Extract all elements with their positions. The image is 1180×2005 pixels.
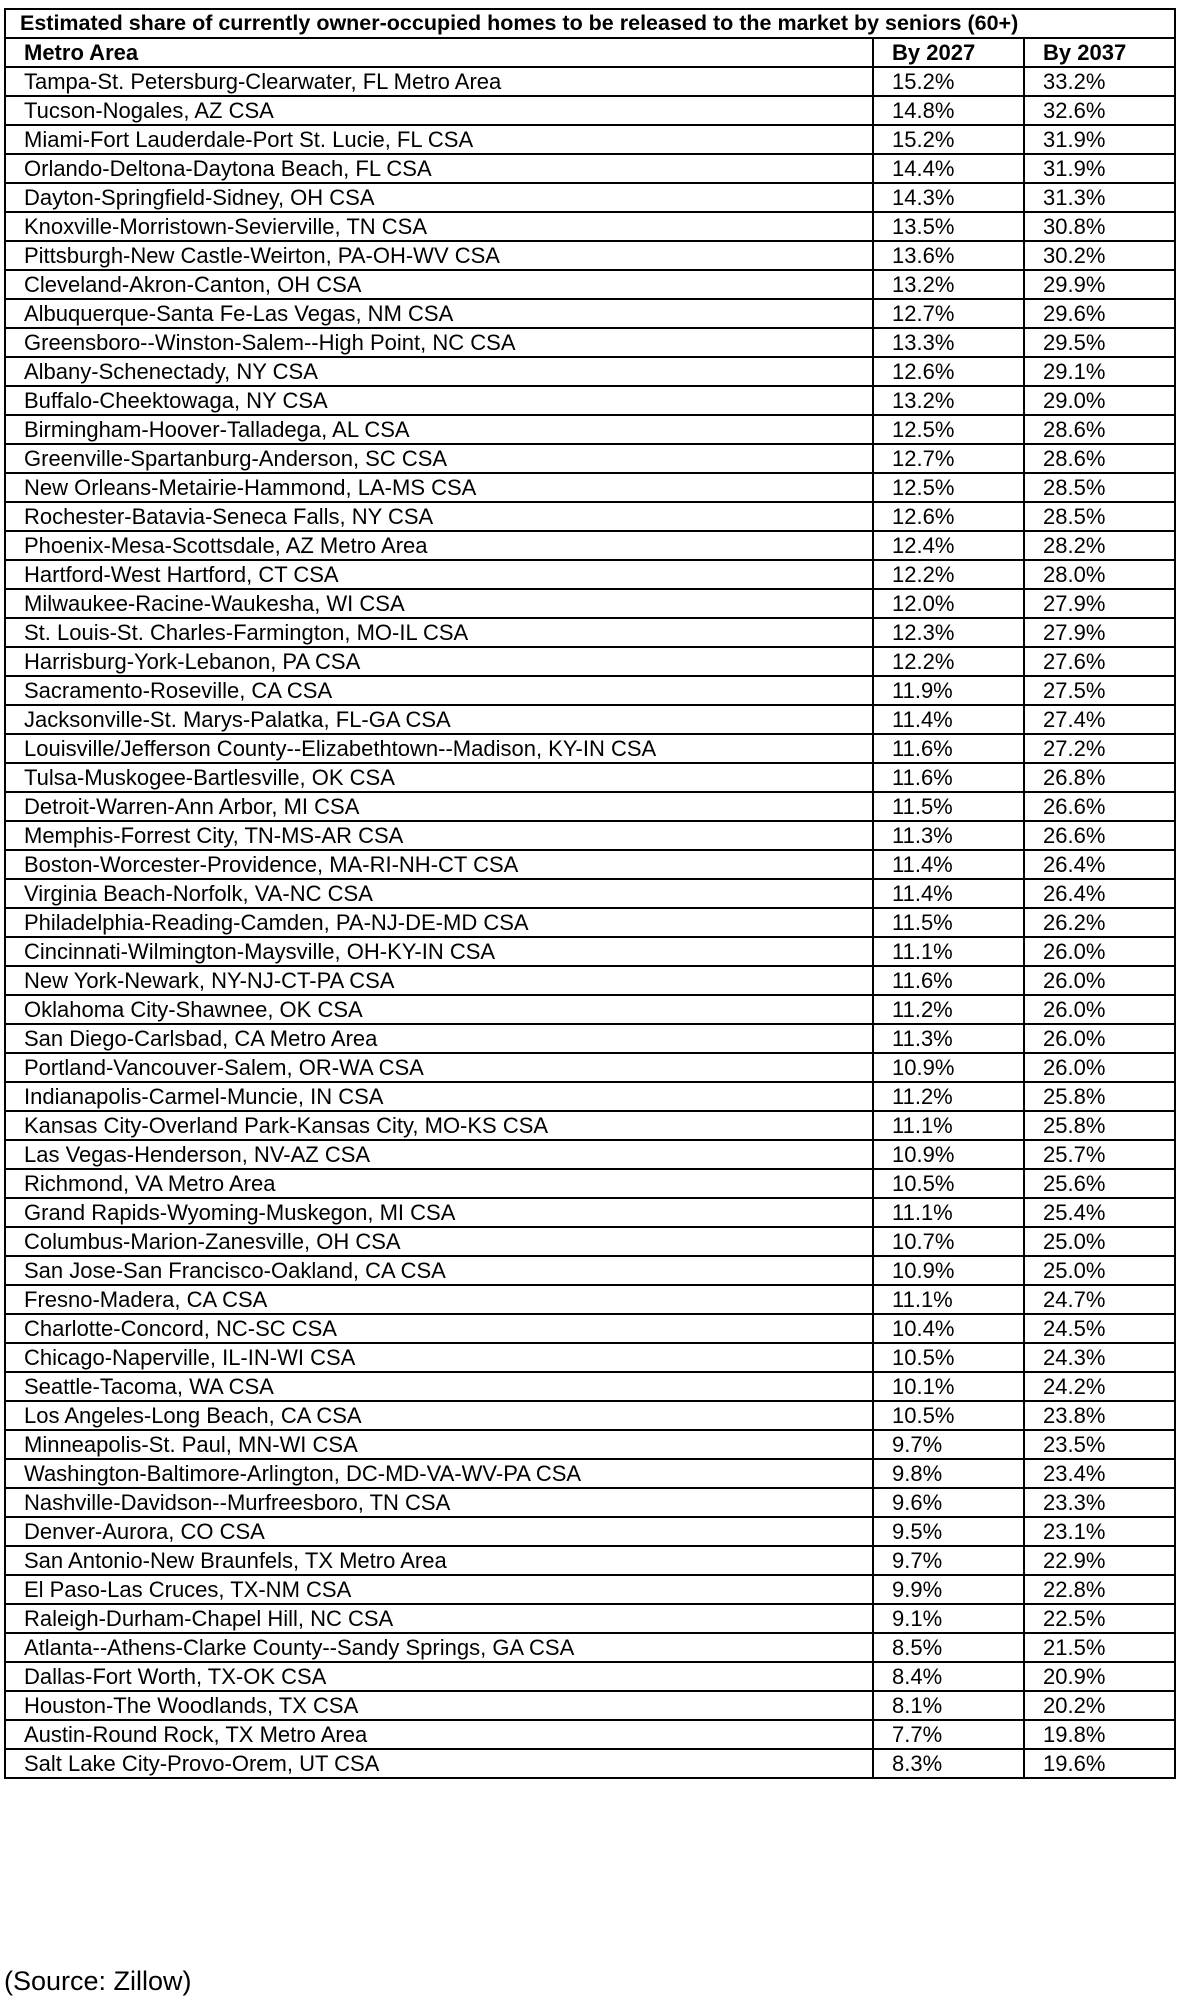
table-row <box>5 821 1175 850</box>
table-row <box>5 1285 1175 1314</box>
cell-metro-area: New York-Newark, NY-NJ-CT-PA CSA <box>5 966 873 995</box>
cell-by-2027: 11.5% <box>873 908 1024 937</box>
source-note: (Source: Zillow) <box>4 1966 192 1996</box>
cell-metro-area: Boston-Worcester-Providence, MA-RI-NH-CT CSA <box>5 850 873 879</box>
cell-by-2037: 32.6% <box>1024 96 1175 125</box>
table-header-row <box>5 38 1175 67</box>
cell-by-2037: 27.5% <box>1024 676 1175 705</box>
table-row <box>5 1488 1175 1517</box>
cell-metro-area: Salt Lake City-Provo-Orem, UT CSA <box>5 1749 873 1778</box>
cell-by-2027: 11.1% <box>873 1111 1024 1140</box>
cell-metro-area: Cleveland-Akron-Canton, OH CSA <box>5 270 873 299</box>
cell-by-2027: 14.3% <box>873 183 1024 212</box>
cell-by-2027: 13.2% <box>873 270 1024 299</box>
table-row <box>5 560 1175 589</box>
cell-by-2027: 9.8% <box>873 1459 1024 1488</box>
cell-metro-area: Orlando-Deltona-Daytona Beach, FL CSA <box>5 154 873 183</box>
cell-by-2037: 26.6% <box>1024 792 1175 821</box>
cell-by-2027: 15.2% <box>873 125 1024 154</box>
table-row <box>5 386 1175 415</box>
cell-metro-area: Hartford-West Hartford, CT CSA <box>5 560 873 589</box>
cell-by-2027: 10.9% <box>873 1053 1024 1082</box>
cell-by-2027: 11.9% <box>873 676 1024 705</box>
cell-by-2037: 26.0% <box>1024 1024 1175 1053</box>
table-row <box>5 125 1175 154</box>
table-row <box>5 212 1175 241</box>
table-row <box>5 1111 1175 1140</box>
cell-by-2037: 25.4% <box>1024 1198 1175 1227</box>
cell-by-2037: 29.1% <box>1024 357 1175 386</box>
cell-by-2037: 29.5% <box>1024 328 1175 357</box>
cell-metro-area: Pittsburgh-New Castle-Weirton, PA-OH-WV CSA <box>5 241 873 270</box>
cell-metro-area: Detroit-Warren-Ann Arbor, MI CSA <box>5 792 873 821</box>
cell-by-2037: 29.6% <box>1024 299 1175 328</box>
cell-metro-area: Tucson-Nogales, AZ CSA <box>5 96 873 125</box>
cell-by-2037: 26.0% <box>1024 995 1175 1024</box>
cell-by-2037: 33.2% <box>1024 67 1175 96</box>
cell-metro-area: Los Angeles-Long Beach, CA CSA <box>5 1401 873 1430</box>
header-metro-area: Metro Area <box>5 38 873 67</box>
table-row <box>5 618 1175 647</box>
table-row <box>5 995 1175 1024</box>
cell-by-2027: 11.2% <box>873 995 1024 1024</box>
cell-metro-area: Chicago-Naperville, IL-IN-WI CSA <box>5 1343 873 1372</box>
cell-metro-area: New Orleans-Metairie-Hammond, LA-MS CSA <box>5 473 873 502</box>
table-row <box>5 270 1175 299</box>
cell-by-2037: 26.0% <box>1024 966 1175 995</box>
cell-by-2027: 11.6% <box>873 763 1024 792</box>
cell-metro-area: Fresno-Madera, CA CSA <box>5 1285 873 1314</box>
table-row <box>5 1227 1175 1256</box>
table-row <box>5 1372 1175 1401</box>
cell-by-2027: 11.1% <box>873 1285 1024 1314</box>
cell-by-2037: 27.2% <box>1024 734 1175 763</box>
cell-by-2037: 25.7% <box>1024 1140 1175 1169</box>
table-row <box>5 1633 1175 1662</box>
table-row <box>5 328 1175 357</box>
cell-by-2037: 26.8% <box>1024 763 1175 792</box>
cell-by-2037: 20.9% <box>1024 1662 1175 1691</box>
cell-by-2027: 8.5% <box>873 1633 1024 1662</box>
cell-metro-area: Greenville-Spartanburg-Anderson, SC CSA <box>5 444 873 473</box>
cell-by-2027: 10.1% <box>873 1372 1024 1401</box>
table-row <box>5 357 1175 386</box>
cell-by-2027: 11.1% <box>873 937 1024 966</box>
cell-by-2027: 12.7% <box>873 299 1024 328</box>
cell-metro-area: El Paso-Las Cruces, TX-NM CSA <box>5 1575 873 1604</box>
cell-by-2037: 19.8% <box>1024 1720 1175 1749</box>
cell-by-2037: 25.8% <box>1024 1111 1175 1140</box>
cell-by-2027: 13.2% <box>873 386 1024 415</box>
table-row <box>5 937 1175 966</box>
cell-by-2037: 29.0% <box>1024 386 1175 415</box>
cell-metro-area: Albuquerque-Santa Fe-Las Vegas, NM CSA <box>5 299 873 328</box>
cell-by-2027: 8.3% <box>873 1749 1024 1778</box>
cell-metro-area: Washington-Baltimore-Arlington, DC-MD-VA-WV-PA CSA <box>5 1459 873 1488</box>
cell-metro-area: Portland-Vancouver-Salem, OR-WA CSA <box>5 1053 873 1082</box>
cell-by-2027: 12.2% <box>873 647 1024 676</box>
cell-metro-area: Birmingham-Hoover-Talladega, AL CSA <box>5 415 873 444</box>
table-row <box>5 763 1175 792</box>
table-row <box>5 1720 1175 1749</box>
table-row <box>5 299 1175 328</box>
table-row <box>5 1256 1175 1285</box>
cell-by-2037: 27.4% <box>1024 705 1175 734</box>
cell-by-2027: 11.3% <box>873 821 1024 850</box>
cell-metro-area: Charlotte-Concord, NC-SC CSA <box>5 1314 873 1343</box>
cell-by-2027: 10.9% <box>873 1256 1024 1285</box>
cell-by-2037: 25.8% <box>1024 1082 1175 1111</box>
cell-by-2027: 9.6% <box>873 1488 1024 1517</box>
cell-by-2037: 28.0% <box>1024 560 1175 589</box>
table-title: Estimated share of currently owner-occupied homes to be released to the market by seniors (60+) <box>5 9 1175 38</box>
cell-by-2037: 26.0% <box>1024 1053 1175 1082</box>
cell-by-2037: 24.3% <box>1024 1343 1175 1372</box>
cell-by-2027: 11.4% <box>873 879 1024 908</box>
cell-by-2037: 28.5% <box>1024 473 1175 502</box>
cell-by-2037: 26.4% <box>1024 879 1175 908</box>
table-row <box>5 502 1175 531</box>
cell-by-2037: 27.6% <box>1024 647 1175 676</box>
table-row <box>5 734 1175 763</box>
cell-metro-area: Raleigh-Durham-Chapel Hill, NC CSA <box>5 1604 873 1633</box>
table-row <box>5 1517 1175 1546</box>
cell-metro-area: Denver-Aurora, CO CSA <box>5 1517 873 1546</box>
cell-by-2027: 14.8% <box>873 96 1024 125</box>
table-row <box>5 96 1175 125</box>
cell-by-2037: 23.1% <box>1024 1517 1175 1546</box>
cell-metro-area: Miami-Fort Lauderdale-Port St. Lucie, FL CSA <box>5 125 873 154</box>
table-row <box>5 415 1175 444</box>
table-row <box>5 1604 1175 1633</box>
cell-by-2037: 26.6% <box>1024 821 1175 850</box>
cell-by-2027: 8.4% <box>873 1662 1024 1691</box>
cell-metro-area: Phoenix-Mesa-Scottsdale, AZ Metro Area <box>5 531 873 560</box>
cell-by-2037: 25.0% <box>1024 1256 1175 1285</box>
cell-metro-area: Atlanta--Athens-Clarke County--Sandy Springs, GA CSA <box>5 1633 873 1662</box>
cell-by-2027: 12.5% <box>873 415 1024 444</box>
cell-metro-area: Tulsa-Muskogee-Bartlesville, OK CSA <box>5 763 873 792</box>
table-row <box>5 647 1175 676</box>
table-row <box>5 1691 1175 1720</box>
cell-by-2027: 11.3% <box>873 1024 1024 1053</box>
cell-metro-area: Dallas-Fort Worth, TX-OK CSA <box>5 1662 873 1691</box>
cell-metro-area: Sacramento-Roseville, CA CSA <box>5 676 873 705</box>
cell-metro-area: Oklahoma City-Shawnee, OK CSA <box>5 995 873 1024</box>
table-row <box>5 1546 1175 1575</box>
table-row <box>5 67 1175 96</box>
cell-by-2027: 7.7% <box>873 1720 1024 1749</box>
cell-by-2037: 23.3% <box>1024 1488 1175 1517</box>
cell-metro-area: Jacksonville-St. Marys-Palatka, FL-GA CSA <box>5 705 873 734</box>
cell-by-2027: 9.7% <box>873 1430 1024 1459</box>
cell-by-2037: 19.6% <box>1024 1749 1175 1778</box>
table-row <box>5 1169 1175 1198</box>
cell-by-2027: 9.1% <box>873 1604 1024 1633</box>
cell-by-2027: 13.6% <box>873 241 1024 270</box>
table-row <box>5 705 1175 734</box>
cell-by-2037: 24.5% <box>1024 1314 1175 1343</box>
cell-by-2027: 14.4% <box>873 154 1024 183</box>
cell-by-2037: 28.6% <box>1024 415 1175 444</box>
cell-by-2037: 31.9% <box>1024 125 1175 154</box>
cell-by-2037: 24.2% <box>1024 1372 1175 1401</box>
cell-by-2027: 12.6% <box>873 357 1024 386</box>
cell-by-2037: 28.5% <box>1024 502 1175 531</box>
cell-by-2027: 9.9% <box>873 1575 1024 1604</box>
table-row <box>5 1198 1175 1227</box>
cell-metro-area: Virginia Beach-Norfolk, VA-NC CSA <box>5 879 873 908</box>
table-row <box>5 1459 1175 1488</box>
cell-metro-area: Nashville-Davidson--Murfreesboro, TN CSA <box>5 1488 873 1517</box>
cell-by-2027: 11.6% <box>873 734 1024 763</box>
table-row <box>5 1053 1175 1082</box>
cell-by-2027: 12.5% <box>873 473 1024 502</box>
cell-by-2027: 9.7% <box>873 1546 1024 1575</box>
cell-metro-area: Dayton-Springfield-Sidney, OH CSA <box>5 183 873 212</box>
table-title-row <box>5 9 1175 38</box>
cell-metro-area: Las Vegas-Henderson, NV-AZ CSA <box>5 1140 873 1169</box>
cell-by-2037: 29.9% <box>1024 270 1175 299</box>
table-row <box>5 589 1175 618</box>
cell-metro-area: Milwaukee-Racine-Waukesha, WI CSA <box>5 589 873 618</box>
cell-by-2037: 31.9% <box>1024 154 1175 183</box>
cell-metro-area: Richmond, VA Metro Area <box>5 1169 873 1198</box>
table-row <box>5 1024 1175 1053</box>
cell-by-2027: 11.5% <box>873 792 1024 821</box>
header-by-2037: By 2037 <box>1024 38 1175 67</box>
cell-by-2027: 10.7% <box>873 1227 1024 1256</box>
cell-by-2027: 11.2% <box>873 1082 1024 1111</box>
cell-metro-area: Minneapolis-St. Paul, MN-WI CSA <box>5 1430 873 1459</box>
cell-by-2037: 26.0% <box>1024 937 1175 966</box>
cell-by-2027: 11.1% <box>873 1198 1024 1227</box>
table-row <box>5 473 1175 502</box>
cell-by-2027: 10.5% <box>873 1343 1024 1372</box>
cell-metro-area: Rochester-Batavia-Seneca Falls, NY CSA <box>5 502 873 531</box>
cell-by-2027: 13.3% <box>873 328 1024 357</box>
cell-metro-area: Greensboro--Winston-Salem--High Point, NC CSA <box>5 328 873 357</box>
cell-metro-area: Philadelphia-Reading-Camden, PA-NJ-DE-MD CSA <box>5 908 873 937</box>
table-row <box>5 1430 1175 1459</box>
cell-by-2037: 25.6% <box>1024 1169 1175 1198</box>
cell-metro-area: San Antonio-New Braunfels, TX Metro Area <box>5 1546 873 1575</box>
cell-by-2037: 24.7% <box>1024 1285 1175 1314</box>
cell-by-2037: 22.5% <box>1024 1604 1175 1633</box>
cell-metro-area: Grand Rapids-Wyoming-Muskegon, MI CSA <box>5 1198 873 1227</box>
table-row <box>5 966 1175 995</box>
cell-by-2037: 23.8% <box>1024 1401 1175 1430</box>
cell-metro-area: San Diego-Carlsbad, CA Metro Area <box>5 1024 873 1053</box>
cell-by-2027: 8.1% <box>873 1691 1024 1720</box>
cell-metro-area: Albany-Schenectady, NY CSA <box>5 357 873 386</box>
cell-metro-area: Houston-The Woodlands, TX CSA <box>5 1691 873 1720</box>
table-row <box>5 879 1175 908</box>
cell-metro-area: San Jose-San Francisco-Oakland, CA CSA <box>5 1256 873 1285</box>
cell-by-2027: 12.6% <box>873 502 1024 531</box>
cell-metro-area: Buffalo-Cheektowaga, NY CSA <box>5 386 873 415</box>
cell-by-2027: 11.6% <box>873 966 1024 995</box>
cell-by-2037: 26.2% <box>1024 908 1175 937</box>
cell-by-2037: 30.8% <box>1024 212 1175 241</box>
cell-by-2027: 11.4% <box>873 705 1024 734</box>
table-body <box>5 67 1175 1778</box>
cell-by-2027: 12.0% <box>873 589 1024 618</box>
cell-by-2037: 31.3% <box>1024 183 1175 212</box>
table-row <box>5 154 1175 183</box>
cell-metro-area: Seattle-Tacoma, WA CSA <box>5 1372 873 1401</box>
cell-by-2037: 20.2% <box>1024 1691 1175 1720</box>
cell-by-2037: 25.0% <box>1024 1227 1175 1256</box>
table-row <box>5 908 1175 937</box>
table-row <box>5 183 1175 212</box>
cell-by-2027: 10.9% <box>873 1140 1024 1169</box>
data-table-container <box>4 8 1174 1779</box>
cell-metro-area: Tampa-St. Petersburg-Clearwater, FL Metro Area <box>5 67 873 96</box>
cell-by-2037: 22.9% <box>1024 1546 1175 1575</box>
cell-by-2027: 12.4% <box>873 531 1024 560</box>
cell-by-2027: 10.5% <box>873 1169 1024 1198</box>
cell-by-2027: 10.5% <box>873 1401 1024 1430</box>
table-row <box>5 676 1175 705</box>
cell-by-2037: 22.8% <box>1024 1575 1175 1604</box>
table-row <box>5 850 1175 879</box>
table-row <box>5 1401 1175 1430</box>
cell-by-2037: 23.5% <box>1024 1430 1175 1459</box>
cell-by-2027: 11.4% <box>873 850 1024 879</box>
cell-by-2037: 27.9% <box>1024 618 1175 647</box>
table-row <box>5 1575 1175 1604</box>
cell-by-2037: 27.9% <box>1024 589 1175 618</box>
header-by-2027: By 2027 <box>873 38 1024 67</box>
cell-by-2027: 13.5% <box>873 212 1024 241</box>
table-row <box>5 531 1175 560</box>
cell-metro-area: Indianapolis-Carmel-Muncie, IN CSA <box>5 1082 873 1111</box>
table-row <box>5 241 1175 270</box>
cell-by-2027: 12.2% <box>873 560 1024 589</box>
cell-by-2037: 28.2% <box>1024 531 1175 560</box>
cell-by-2027: 9.5% <box>873 1517 1024 1546</box>
cell-by-2037: 21.5% <box>1024 1633 1175 1662</box>
cell-by-2027: 12.7% <box>873 444 1024 473</box>
cell-metro-area: Columbus-Marion-Zanesville, OH CSA <box>5 1227 873 1256</box>
cell-metro-area: Louisville/Jefferson County--Elizabethtown--Madison, KY-IN CSA <box>5 734 873 763</box>
table-row <box>5 1662 1175 1691</box>
cell-by-2027: 15.2% <box>873 67 1024 96</box>
cell-by-2037: 26.4% <box>1024 850 1175 879</box>
table-row <box>5 444 1175 473</box>
table-row <box>5 1082 1175 1111</box>
table-row <box>5 792 1175 821</box>
cell-metro-area: Kansas City-Overland Park-Kansas City, MO-KS CSA <box>5 1111 873 1140</box>
cell-by-2037: 28.6% <box>1024 444 1175 473</box>
cell-by-2027: 12.3% <box>873 618 1024 647</box>
table-row <box>5 1140 1175 1169</box>
cell-metro-area: Knoxville-Morristown-Sevierville, TN CSA <box>5 212 873 241</box>
cell-metro-area: Harrisburg-York-Lebanon, PA CSA <box>5 647 873 676</box>
cell-metro-area: Memphis-Forrest City, TN-MS-AR CSA <box>5 821 873 850</box>
cell-by-2037: 23.4% <box>1024 1459 1175 1488</box>
table-row <box>5 1314 1175 1343</box>
senior-release-table <box>4 8 1176 1779</box>
cell-by-2037: 30.2% <box>1024 241 1175 270</box>
cell-metro-area: St. Louis-St. Charles-Farmington, MO-IL CSA <box>5 618 873 647</box>
table-row <box>5 1749 1175 1778</box>
table-row <box>5 1343 1175 1372</box>
cell-by-2027: 10.4% <box>873 1314 1024 1343</box>
cell-metro-area: Cincinnati-Wilmington-Maysville, OH-KY-IN CSA <box>5 937 873 966</box>
cell-metro-area: Austin-Round Rock, TX Metro Area <box>5 1720 873 1749</box>
